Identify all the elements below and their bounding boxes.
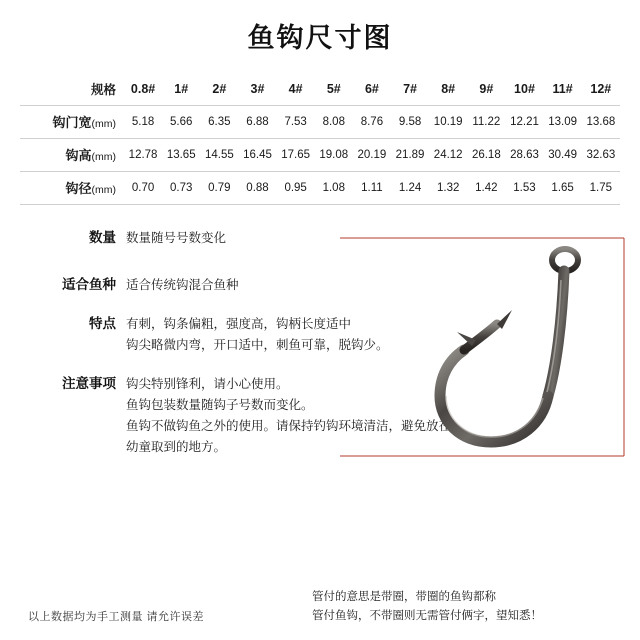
detail-line: 钩尖特别锋利，请小心使用。 — [126, 377, 289, 391]
cell-size-12: 12# — [582, 74, 620, 106]
cell-height-9: 26.18 — [467, 139, 505, 172]
cell-height-3: 16.45 — [238, 139, 276, 172]
page-title: 鱼钩尺寸图 — [247, 23, 393, 53]
cell-size-5: 5# — [315, 74, 353, 106]
cell-height-12: 32.63 — [582, 139, 620, 172]
table-row-hook-height — [20, 139, 620, 172]
cell-gate-3: 6.88 — [238, 106, 276, 139]
spec-table — [20, 74, 620, 205]
detail-label-fish-type: 适合鱼种 — [62, 277, 116, 292]
cell-gate-8: 10.19 — [429, 106, 467, 139]
cell-diam-6: 1.11 — [353, 172, 391, 205]
detail-line: 鱼钩包装数量随钩子号数而变化。 — [126, 398, 314, 412]
cell-gate-5: 8.08 — [315, 106, 353, 139]
footer-note-left: 以上数据均为手工测量 请允许误差 — [28, 611, 205, 623]
cell-height-5: 19.08 — [315, 139, 353, 172]
table-row-gate-width — [20, 106, 620, 139]
detail-label-quantity: 数量 — [89, 230, 116, 245]
cell-diam-12: 1.75 — [582, 172, 620, 205]
cell-gate-10: 12.21 — [505, 106, 543, 139]
cell-height-11: 30.49 — [544, 139, 582, 172]
cell-gate-9: 11.22 — [467, 106, 505, 139]
cell-diam-10: 1.53 — [505, 172, 543, 205]
detail-line: 幼童取到的地方。 — [126, 440, 227, 454]
detail-label-features: 特点 — [89, 316, 116, 331]
cell-size-1: 1# — [162, 74, 200, 106]
cell-gate-11: 13.09 — [544, 106, 582, 139]
cell-diam-0: 0.70 — [124, 172, 162, 205]
detail-line: 鱼钩不做钩鱼之外的使用。请保持钓钩环境清洁，避免放在 — [126, 419, 452, 433]
cell-gate-4: 7.53 — [277, 106, 315, 139]
cell-diam-3: 0.88 — [238, 172, 276, 205]
row-label-gate-width: 钩门宽(mm) — [20, 106, 124, 139]
cell-size-8: 8# — [429, 74, 467, 106]
hook-point — [464, 324, 497, 350]
footer-note-right — [312, 588, 612, 626]
row-label-hook-height: 钩高(mm) — [20, 139, 124, 172]
spec-table-wrapper — [20, 74, 620, 205]
detail-line: 钩尖略微内弯，开口适中，刺鱼可靠，脱钩少。 — [126, 338, 389, 352]
table-row-sizes — [20, 74, 620, 106]
cell-height-7: 21.89 — [391, 139, 429, 172]
cell-size-4: 4# — [277, 74, 315, 106]
cell-height-4: 17.65 — [277, 139, 315, 172]
cell-gate-2: 6.35 — [200, 106, 238, 139]
cell-height-1: 13.65 — [162, 139, 200, 172]
cell-height-8: 24.12 — [429, 139, 467, 172]
cell-height-0: 12.78 — [124, 139, 162, 172]
cell-size-7: 7# — [391, 74, 429, 106]
cell-height-10: 28.63 — [505, 139, 543, 172]
row-label-wire-diameter: 钩径(mm) — [20, 172, 124, 205]
cell-diam-4: 0.95 — [277, 172, 315, 205]
detail-line: 有刺，钩条偏粗，强度高，钩柄长度适中 — [126, 317, 352, 331]
cell-gate-1: 5.66 — [162, 106, 200, 139]
cell-size-0: 0.8# — [124, 74, 162, 106]
detail-value-fish-type — [126, 275, 239, 296]
fishing-hook-illustration — [336, 228, 628, 480]
cell-diam-7: 1.24 — [391, 172, 429, 205]
cell-gate-6: 8.76 — [353, 106, 391, 139]
footer-line: 管付鱼钩，不带圈则无需管付俩字，望知悉！ — [312, 610, 542, 622]
cell-gate-7: 9.58 — [391, 106, 429, 139]
cell-size-10: 10# — [505, 74, 543, 106]
cell-gate-0: 5.18 — [124, 106, 162, 139]
hook-svg — [336, 228, 628, 480]
cell-diam-1: 0.73 — [162, 172, 200, 205]
hook-tip — [497, 310, 512, 329]
row-label-spec: 规格 — [20, 74, 124, 106]
cell-height-6: 20.19 — [353, 139, 391, 172]
cell-gate-12: 13.68 — [582, 106, 620, 139]
detail-value-quantity — [126, 228, 226, 249]
cell-size-6: 6# — [353, 74, 391, 106]
cell-diam-9: 1.42 — [467, 172, 505, 205]
cell-diam-11: 1.65 — [544, 172, 582, 205]
detail-line: 数量随号号数变化 — [126, 231, 227, 245]
cell-size-9: 9# — [467, 74, 505, 106]
table-row-wire-diameter — [20, 172, 620, 205]
cell-height-2: 14.55 — [200, 139, 238, 172]
cell-size-2: 2# — [200, 74, 238, 106]
cell-diam-5: 1.08 — [315, 172, 353, 205]
cell-diam-2: 0.79 — [200, 172, 238, 205]
cell-size-11: 11# — [544, 74, 582, 106]
cell-diam-8: 1.32 — [429, 172, 467, 205]
detail-line: 适合传统钩混合鱼种 — [126, 278, 239, 292]
detail-label-notes: 注意事项 — [62, 376, 116, 391]
cell-size-3: 3# — [238, 74, 276, 106]
hook-bend — [440, 350, 548, 442]
footer-line: 管付的意思是带圈，带圈的鱼钩都称 — [312, 591, 496, 603]
